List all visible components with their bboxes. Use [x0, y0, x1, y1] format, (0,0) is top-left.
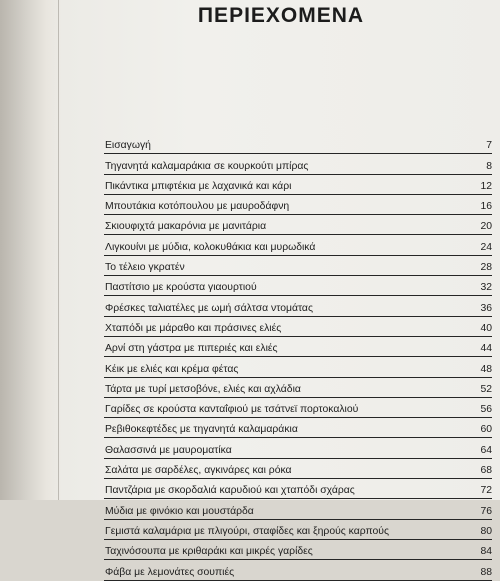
gutter-line: [58, 0, 59, 500]
toc-entry-page-number: 76: [480, 505, 492, 517]
toc-entry: [104, 357, 492, 377]
toc-entry: [104, 256, 492, 276]
toc-entry: [104, 540, 492, 560]
toc-entry-page-number: 88: [480, 566, 492, 578]
toc-entry-title: Σαλάτα με σαρδέλες, αγκινάρες και ρόκα: [105, 465, 292, 477]
toc-entry-page-number: 84: [480, 546, 492, 558]
toc-entry-page-number: 20: [480, 221, 492, 233]
toc-entry-title: Κέικ με ελιές και κρέμα φέτας: [105, 363, 239, 375]
toc-entry-page-number: 80: [480, 525, 492, 537]
toc-entry-title: Λιγκουίνι με μύδια, κολοκυθάκια και μυρωδικά: [105, 241, 316, 253]
toc-entry-title: Το τέλειο γκρατέν: [105, 262, 185, 274]
toc-entry-page-number: 56: [480, 404, 492, 416]
toc-entry-title: Ταχινόσουπα με κριθαράκι και μικρές γαρίδες: [105, 546, 313, 558]
toc-entry-page-number: 28: [480, 262, 492, 274]
toc-entry-page-number: 44: [480, 343, 492, 355]
toc-entry-title: Μύδια με φινόκιο και μουστάρδα: [105, 505, 254, 517]
toc-entry: [104, 175, 492, 195]
toc-entry: [104, 317, 492, 337]
toc-entry-page-number: 52: [480, 383, 492, 395]
toc-entry-title: Φάβα με λεμονάτες σουπιές: [105, 566, 235, 578]
toc-entry: [104, 520, 492, 540]
toc-entry: [104, 499, 492, 519]
toc-entry: [104, 479, 492, 499]
toc-entry-title: Χταπόδι με μάραθο και πράσινες ελιές: [105, 322, 282, 334]
toc-entry-page-number: 12: [480, 180, 492, 192]
toc-entry: [104, 296, 492, 316]
toc-entry-page-number: 32: [480, 282, 492, 294]
toc-entry-page-number: 68: [480, 465, 492, 477]
toc-entry-title: Πικάντικα μπιφτέκια με λαχανικά και κάρι: [105, 180, 292, 192]
toc-entry-title: Τάρτα με τυρί μετσοβόνε, ελιές και αχλάδια: [105, 383, 301, 395]
toc-entry-page-number: 36: [480, 302, 492, 314]
toc-entry-title: Μπουτάκια κοτόπουλου με μαυροδάφνη: [105, 201, 290, 213]
toc-entry: [104, 378, 492, 398]
toc-entry-page-number: 40: [480, 322, 492, 334]
page-title: ΠΕΡΙΕΧΟΜΕΝΑ: [197, 4, 365, 27]
toc-entry-page-number: 64: [480, 444, 492, 456]
toc-entry: [104, 337, 492, 357]
toc-entry: [104, 560, 492, 580]
toc-entry-page-number: 16: [480, 201, 492, 213]
toc-entry: [104, 235, 492, 255]
book-page: [62, 0, 500, 578]
toc-entry: [104, 398, 492, 418]
toc-entry-page-number: 8: [486, 160, 492, 172]
toc-entry: [104, 134, 492, 154]
toc-entry-title: Τηγανητά καλαμαράκια σε κουρκούτι μπίρας: [105, 160, 309, 172]
toc-entry-title: Αρνί στη γάστρα με πιπεριές και ελιές: [105, 343, 278, 355]
toc-entry-title: Γαρίδες σε κρούστα κανταΐφιού με τσάτνεϊ πορτοκαλιού: [105, 404, 359, 416]
toc-entry: [104, 438, 492, 458]
toc-entry-page-number: 48: [480, 363, 492, 375]
table-of-contents: [104, 134, 492, 581]
toc-entry-page-number: 7: [486, 140, 492, 152]
toc-entry-page-number: 72: [480, 485, 492, 497]
toc-entry: [104, 195, 492, 215]
toc-entry-page-number: 60: [480, 424, 492, 436]
toc-entry: [104, 418, 492, 438]
toc-entry: [104, 459, 492, 479]
toc-entry-title: Γεμιστά καλαμάρια με πλιγούρι, σταφίδες και ξηρούς καρπούς: [105, 525, 390, 537]
toc-entry-title: Ρεβιθοκεφτέδες με τηγανητά καλαμαράκια: [105, 424, 298, 436]
toc-entry-title: Φρέσκες ταλιατέλες με ωμή σάλτσα ντομάτας: [105, 302, 313, 314]
toc-entry-page-number: 24: [480, 241, 492, 253]
toc-entry-title: Θαλασσινά με μαυροματίκα: [105, 444, 232, 456]
toc-entry-title: Παστίτσιο με κρούστα γιαουρτιού: [105, 282, 257, 294]
toc-entry-title: Εισαγωγή: [105, 140, 151, 152]
toc-entry: [104, 215, 492, 235]
toc-entry: [104, 276, 492, 296]
toc-entry-title: Παντζάρια με σκορδαλιά καρυδιού και χταπόδι σχάρας: [105, 485, 355, 497]
toc-entry-title: Σκιουφιχτά μακαρόνια με μανιτάρια: [105, 221, 267, 233]
toc-entry: [104, 154, 492, 174]
book-spine-shadow: [0, 0, 62, 500]
